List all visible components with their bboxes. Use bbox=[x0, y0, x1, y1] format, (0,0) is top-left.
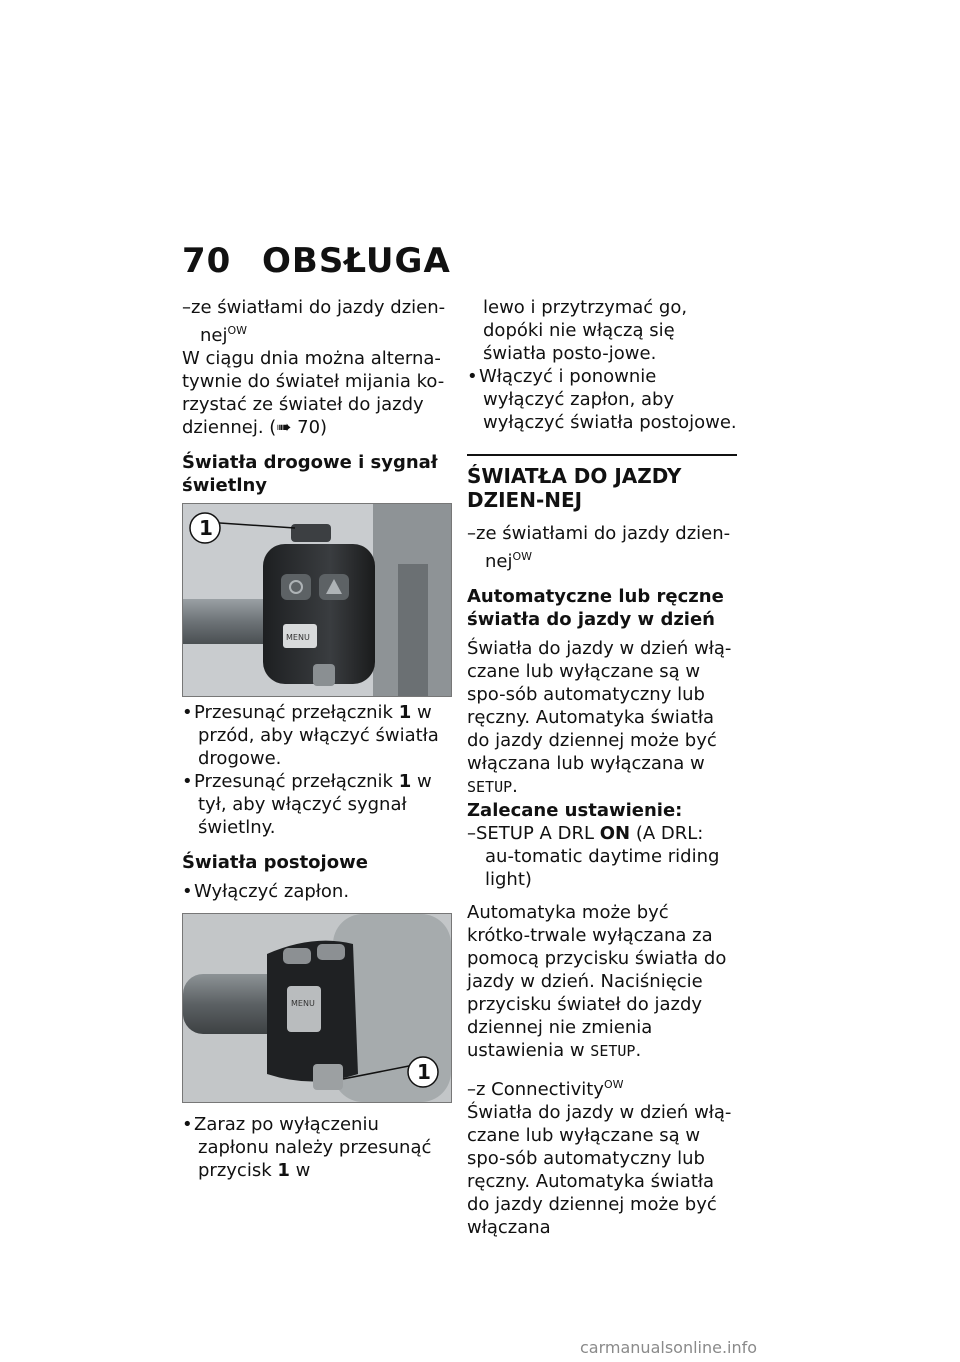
svg-text:MENU: MENU bbox=[286, 633, 310, 642]
heading-parking-lights: Światła postojowe bbox=[182, 852, 368, 873]
bullet-ignition-off: • Wyłączyć zapłon. bbox=[182, 880, 450, 903]
page-ref-arrow-icon: ➠ bbox=[276, 417, 292, 438]
handlebar-switch-illustration bbox=[183, 504, 451, 696]
recommended-setting-value: –SETUP A DRL ON (A DRL: au-tomatic daytime riding light) bbox=[467, 823, 720, 890]
recommended-setting-label: Zalecane ustawienie: bbox=[467, 800, 683, 821]
option-superscript: OW bbox=[227, 324, 248, 337]
drl-option-line-2: –ze światłami do jazdy dzien-nej$^{OW}$ bbox=[467, 523, 731, 572]
handlebar-switch-illustration-2 bbox=[183, 914, 451, 1102]
heading-high-beam: Światła drogowe i sygnał świetlny bbox=[182, 452, 438, 496]
figure-callout-1b: 1 bbox=[417, 1060, 431, 1084]
setup-menu-ref: SETUP bbox=[467, 778, 513, 796]
section-title: OBSŁUGA bbox=[262, 241, 451, 281]
figure-handlebar-switch-1 bbox=[182, 503, 452, 697]
paragraph-temporary-off: Automatyka może być krótko-trwale wyłączana za pomocą przycisku światła do jazdy w dzień. Naciśnięcie przycisku świateł do jazdy dziennej nie zmienia ustawienia w SETUP. bbox=[467, 902, 727, 1061]
watermark: carmanualsonline.info bbox=[580, 1338, 758, 1357]
drl-option-line: –ze światłami do jazdy dzien-nej$^{OW}$ bbox=[182, 297, 446, 346]
svg-text:MENU: MENU bbox=[291, 999, 315, 1008]
bullet-high-beam: • Przesunąć przełącznik 1 w przód, aby włączyć światła drogowe. bbox=[182, 701, 450, 770]
bullet-flash: • Przesunąć przełącznik 1 w tył, aby włączyć sygnał świetlny. bbox=[182, 770, 450, 839]
left-column bbox=[182, 296, 450, 1182]
continued-paragraph: lewo i przytrzymać go, dopóki nie włączą się światła posto-jowe. bbox=[483, 297, 688, 364]
paragraph-drl-auto: Światła do jazdy w dzień włą-czane lub wyłączane są w spo-sób automatyczny lub ręczny. Automatyka światła do jazdy dziennej może być włączana lub wyłączana w SETUP. bbox=[467, 638, 732, 797]
figure-callout-1: 1 bbox=[199, 516, 213, 540]
intro-paragraph: W ciągu dnia można alterna-tywnie do świateł mijania ko-rzystać ze świateł do jazdy dziennej. (➠ 70) bbox=[182, 348, 445, 438]
bullet-parking-off: • Włączyć i ponownie wyłączyć zapłon, aby wyłączyć światła postojowe. bbox=[467, 365, 737, 434]
connectivity-option-line: –z Connectivity$^{OW}$ bbox=[467, 1078, 624, 1100]
right-column bbox=[467, 296, 737, 1239]
page-header bbox=[182, 241, 451, 281]
page-ref: 70) bbox=[297, 417, 328, 438]
figure-handlebar-switch-2 bbox=[182, 913, 452, 1103]
section-heading-drl: ŚWIATŁA DO JAZDY DZIEN-NEJ bbox=[467, 454, 737, 512]
bullet-parking-activate: • Zaraz po wyłączeniu zapłonu należy przesunąć przycisk 1 w bbox=[182, 1113, 450, 1182]
setup-menu-ref-2: SETUP bbox=[590, 1042, 636, 1060]
page-number: 70 bbox=[182, 241, 232, 281]
paragraph-connectivity-drl: Światła do jazdy w dzień włą-czane lub wyłączane są w spo-sób automatyczny lub ręczny. Automatyka światła do jazdy dziennej może być włączana bbox=[467, 1102, 732, 1238]
heading-auto-manual: Automatyczne lub ręczne światła do jazdy w dzień bbox=[467, 586, 724, 630]
